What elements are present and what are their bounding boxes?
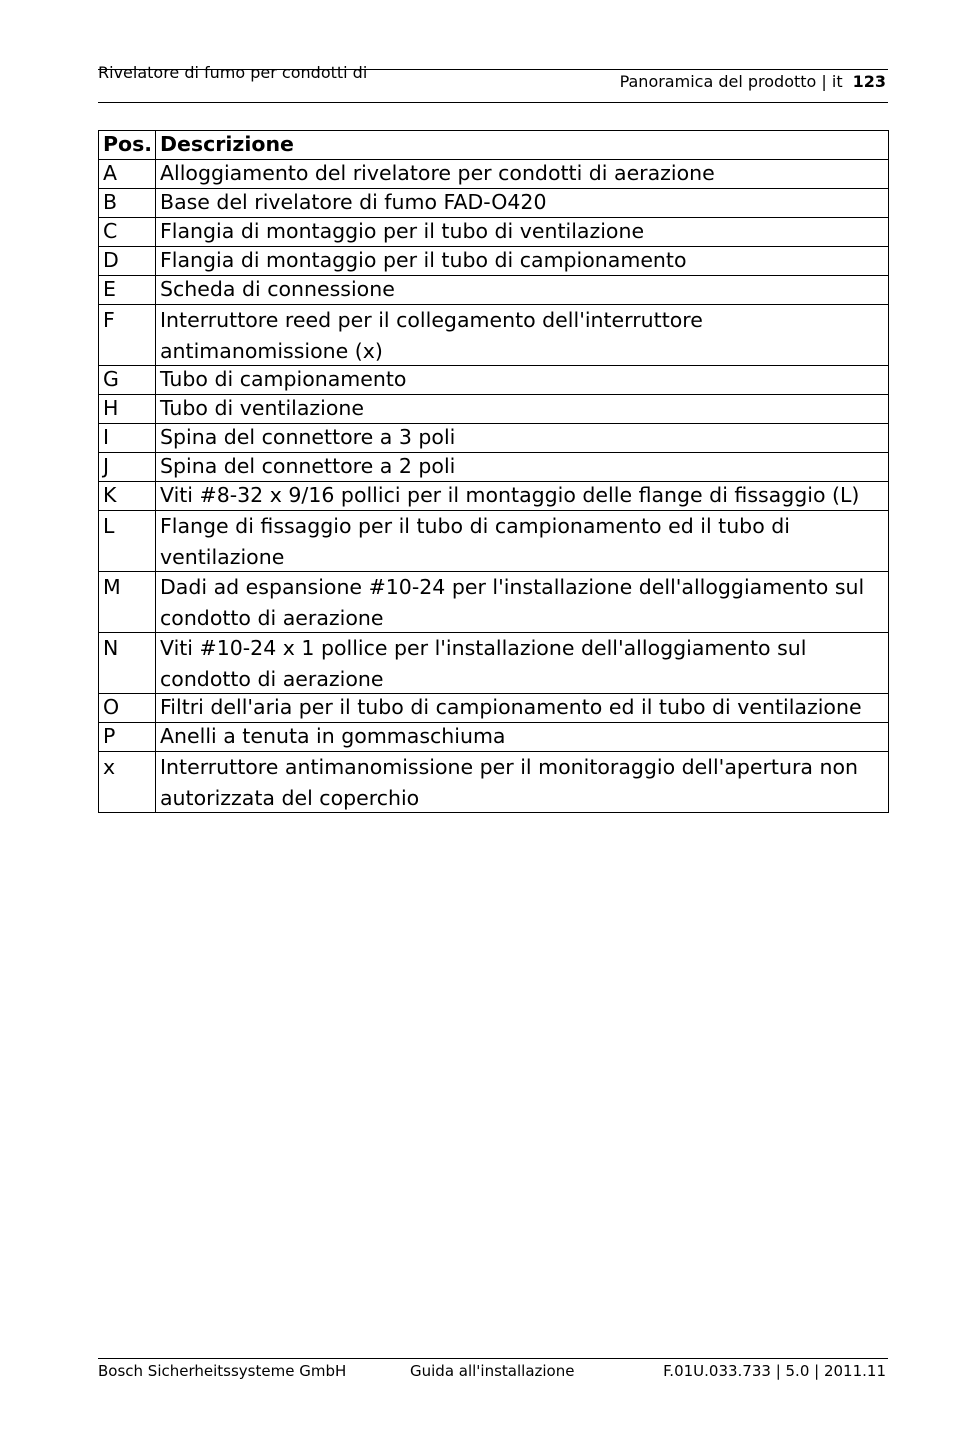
table-row	[99, 572, 888, 633]
description-cell: Viti #8-32 x 9/16 pollici per il montaggio delle flange di fissaggio (L)	[160, 483, 860, 507]
description-cell: Anelli a tenuta in gommaschiuma	[160, 724, 506, 748]
description-cell: Base del rivelatore di fumo FAD-O420	[160, 190, 547, 214]
description-cell: Viti #10-24 x 1 pollice per l'installazione dell'alloggiamento sul condotto di aerazione	[160, 636, 807, 691]
table-row	[99, 218, 888, 247]
pos-cell: L	[99, 511, 156, 571]
description-cell: Dadi ad espansione #10-24 per l'installazione dell'alloggiamento sul condotto di aerazione	[160, 575, 865, 630]
table-row	[99, 482, 888, 511]
pos-cell: C	[99, 218, 156, 246]
table-row	[99, 395, 888, 424]
table-row	[99, 160, 888, 189]
pos-cell: F	[99, 305, 156, 365]
description-cell: Flangia di montaggio per il tubo di ventilazione	[160, 219, 645, 243]
table-row	[99, 305, 888, 366]
footer-company: Bosch Sicherheitssysteme GmbH	[98, 1362, 347, 1380]
description-cell: Alloggiamento del rivelatore per condotti di aerazione	[160, 161, 715, 185]
parts-table	[98, 130, 889, 813]
table-row	[99, 723, 888, 752]
running-title: Rivelatore di fumo per condotti di	[98, 63, 368, 82]
table-row	[99, 633, 888, 694]
table-row	[99, 247, 888, 276]
description-cell: Filtri dell'aria per il tubo di campionamento ed il tubo di ventilazione	[160, 695, 862, 719]
description-cell: Scheda di connessione	[160, 277, 395, 301]
table-row	[99, 276, 888, 305]
pos-cell: M	[99, 572, 156, 632]
description-cell: Tubo di ventilazione	[160, 396, 365, 420]
pos-cell: J	[99, 453, 156, 481]
table-header-row	[99, 131, 888, 160]
pos-cell: N	[99, 633, 156, 693]
pos-cell: I	[99, 424, 156, 452]
table-row	[99, 752, 888, 813]
pos-cell: D	[99, 247, 156, 275]
pos-cell: A	[99, 160, 156, 188]
pos-cell: E	[99, 276, 156, 304]
header-bottom-rule	[98, 102, 888, 103]
footer-document-type: Guida all'installazione	[410, 1362, 575, 1380]
table-row	[99, 453, 888, 482]
pos-cell: H	[99, 395, 156, 423]
description-cell: Tubo di campionamento	[160, 367, 407, 391]
description-cell: Spina del connettore a 2 poli	[160, 454, 456, 478]
page-number: 123	[852, 72, 886, 91]
column-header-description: Descrizione	[160, 132, 294, 156]
pos-cell: O	[99, 694, 156, 722]
pos-cell: B	[99, 189, 156, 217]
table-row	[99, 189, 888, 218]
description-cell: Interruttore antimanomissione per il monitoraggio dell'apertura non autorizzata del coperchio	[160, 755, 859, 810]
running-section	[620, 73, 886, 91]
pos-cell: x	[99, 752, 156, 812]
pos-cell: G	[99, 366, 156, 394]
description-cell: Spina del connettore a 3 poli	[160, 425, 456, 449]
footer-document-reference: F.01U.033.733 | 5.0 | 2011.11	[663, 1362, 886, 1380]
table-row	[99, 694, 888, 723]
pos-cell: K	[99, 482, 156, 510]
table-row	[99, 511, 888, 572]
footer-rule	[98, 1358, 888, 1359]
section-label: Panoramica del prodotto | it	[619, 72, 843, 91]
column-header-pos: Pos.	[99, 131, 156, 159]
pos-cell: P	[99, 723, 156, 751]
description-cell: Flange di fissaggio per il tubo di campionamento ed il tubo di ventilazione	[160, 514, 790, 569]
description-cell: Flangia di montaggio per il tubo di campionamento	[160, 248, 687, 272]
table-row	[99, 424, 888, 453]
description-cell: Interruttore reed per il collegamento dell'interruttore antimanomissione (x)	[160, 308, 703, 363]
table-row	[99, 366, 888, 395]
